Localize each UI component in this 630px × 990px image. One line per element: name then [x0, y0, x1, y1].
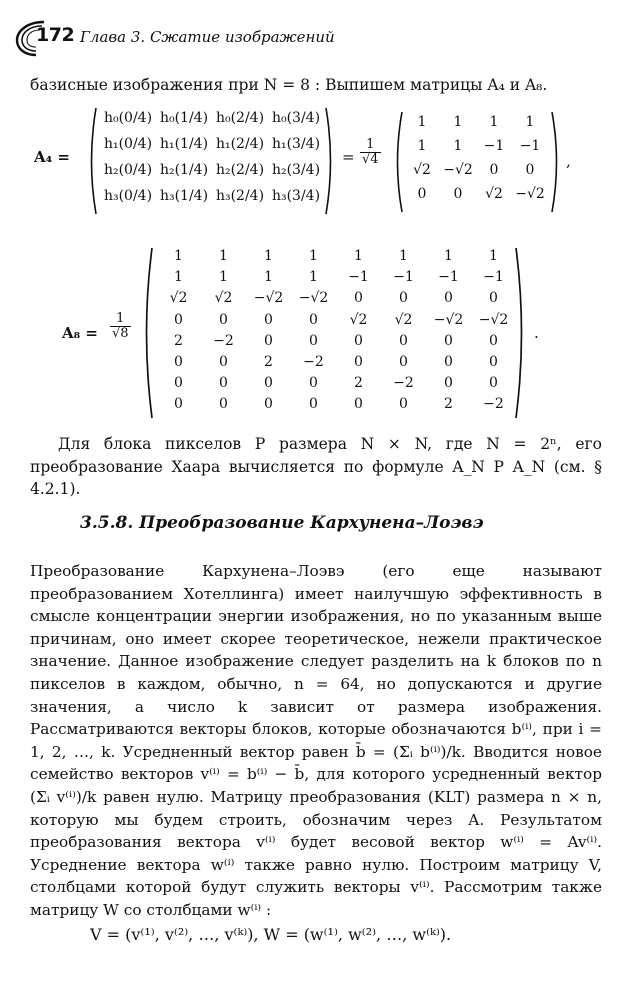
a8-matrix-cell: 0 [489, 375, 498, 392]
a4-left-matrix-cell: h₀(3/4) [271, 110, 321, 126]
a8-matrix-cell: 0 [399, 354, 408, 370]
a8-matrix-cell: −2 [303, 354, 324, 370]
page-header [14, 18, 614, 58]
page-number: 172 [36, 24, 75, 46]
a4-factor-numerator: 1 [360, 138, 381, 153]
final-equation: V = (v⁽¹⁾, v⁽²⁾, …, v⁽ᵏ⁾), W = (w⁽¹⁾, w⁽²⁾, …, w⁽ᵏ⁾). [90, 925, 452, 944]
a8-matrix-cell: −√2 [253, 290, 284, 307]
a4-equals: = [342, 148, 355, 166]
a8-matrix-cell: 2 [174, 332, 183, 349]
a4-left-matrix-cell: h₃(1/4) [159, 188, 209, 204]
a8-matrix-cell: 0 [399, 290, 408, 307]
a4-left-matrix [100, 110, 326, 214]
a8-paren-open [140, 246, 154, 420]
a8-matrix-cell: 0 [354, 396, 363, 413]
a8-matrix-cell: 0 [399, 332, 408, 349]
a4-right-matrix [404, 114, 550, 210]
a4-left-matrix-cell: h₂(2/4) [215, 162, 265, 178]
a8-matrix-cell: 0 [219, 375, 228, 392]
a8-matrix-cell: 2 [444, 396, 453, 413]
a4-left-matrix-cell: h₀(1/4) [159, 110, 209, 126]
a8-matrix-cell: 0 [174, 396, 183, 413]
klt-paragraph: Преобразование Кархунена–Лоэвэ (его еще называют преобразованием Хотеллинга) имеет наилучшую эффективность в смысле концентрации энергии изображения, но по указанным выше причинам, оно имеет скорее теоретическое, нежели практическое значение. Данное изображение следует разделить на k блоков по n пикселов в каждом, обычно, n = 64, но допускаются и другие значения, а число k зависит от размера изображения. Рассматриваются векторы блоков, которые обозначаются b⁽ⁱ⁾, при i = 1, 2, …, k. Усредненный вектор равен b̄ = (Σᵢ b⁽ⁱ⁾)/k. Вводится новое семейство векторов v⁽ⁱ⁾ = b⁽ⁱ⁾ − b̄, для которого усредненный вектор (Σᵢ v⁽ⁱ⁾)/k равен нулю. Матрицу преобразования (KLT) размера n × n, которую мы будем строить, обозначим через A. Результатом преобразования вектора v⁽ⁱ⁾ будет весовой вектор w⁽ⁱ⁾ = Av⁽ⁱ⁾. Усреднение вектора w⁽ⁱ⁾ также равно нулю. Построим матрицу V, столбцами которой будут служить векторы v⁽ⁱ⁾. Рассмотрим также матрицу W со столбцами w⁽ⁱ⁾ : [30, 562, 602, 919]
a8-matrix-cell: 0 [489, 332, 498, 349]
a8-paren-close [514, 246, 528, 420]
a8-matrix-cell: 0 [309, 311, 318, 328]
chapter-title: Глава 3. Сжатие изображений [80, 28, 335, 46]
a4-right-matrix-cell: −√2 [443, 162, 473, 178]
a8-matrix-cell: 0 [354, 354, 363, 370]
a8-matrix-cell: 1 [489, 248, 498, 264]
a8-matrix-cell: 1 [174, 248, 183, 264]
a8-matrix-cell: 1 [354, 248, 363, 264]
a4-left-matrix-cell: h₁(3/4) [271, 136, 321, 152]
a8-matrix-cell: 0 [264, 311, 273, 328]
a4-left-matrix-cell: h₁(1/4) [159, 136, 209, 152]
a8-matrix-cell: 0 [309, 396, 318, 413]
a8-matrix-cell: 1 [219, 269, 228, 286]
a8-matrix-cell: −√2 [433, 311, 464, 328]
haar-paragraph: Для блока пикселов P размера N × N, где N = 2ⁿ, его преобразование Хаара вычисляется по формуле A_N P A_N (см. § 4.2.1). [30, 435, 602, 499]
a8-factor [110, 312, 131, 341]
a8-matrix-cell: 0 [444, 375, 453, 392]
a8-matrix-cell: 1 [309, 248, 318, 264]
a4-right-matrix-cell: −1 [519, 138, 541, 154]
a8-matrix-cell: −2 [483, 396, 504, 413]
a4-right-matrix-cell: 0 [489, 162, 499, 178]
a4-right-matrix-cell: 0 [417, 186, 427, 202]
a8-matrix-cell: 0 [219, 354, 228, 370]
a8-matrix-cell: √2 [214, 290, 233, 307]
a4-right-matrix-cell: 1 [417, 114, 427, 130]
a8-matrix-cell: −1 [348, 269, 369, 286]
a8-matrix-cell: 0 [354, 290, 363, 307]
a8-matrix-cell: 0 [489, 290, 498, 307]
a8-matrix-cell: √2 [169, 290, 188, 307]
a8-period: . [534, 324, 539, 342]
a4-left-matrix-cell: h₂(1/4) [159, 162, 209, 178]
a4-left-matrix-cell: h₀(2/4) [215, 110, 265, 126]
a8-matrix-cell: 0 [174, 375, 183, 392]
a8-matrix-cell: 0 [309, 332, 318, 349]
a8-matrix-cell: −1 [393, 269, 414, 286]
a8-matrix-cell: √2 [394, 311, 413, 328]
a4-right-matrix-cell: −√2 [515, 186, 545, 202]
a4-left-matrix-cell: h₁(0/4) [103, 136, 153, 152]
a8-matrix-cell: 1 [444, 248, 453, 264]
a4-left-matrix-cell: h₃(2/4) [215, 188, 265, 204]
a8-matrix-cell: 0 [399, 396, 408, 413]
a4-right-paren-open [392, 110, 404, 214]
a4-left-matrix-cell: h₁(2/4) [215, 136, 265, 152]
a8-matrix-cell: 0 [444, 290, 453, 307]
a4-right-matrix-cell: √2 [485, 186, 503, 202]
a4-right-matrix-cell: 0 [525, 162, 535, 178]
a8-matrix-cell: −2 [213, 332, 234, 349]
a8-matrix-cell: −√2 [478, 311, 509, 328]
a4-left-paren-open [86, 106, 98, 216]
a8-matrix-cell: 1 [264, 248, 273, 264]
a8-matrix-cell: 1 [264, 269, 273, 286]
a8-matrix-cell: 0 [444, 354, 453, 370]
a4-left-matrix-cell: h₂(3/4) [271, 162, 321, 178]
a8-matrix-cell: 0 [354, 332, 363, 349]
a8-matrix-cell: 0 [174, 311, 183, 328]
a8-matrix-cell: −2 [393, 375, 414, 392]
a8-matrix-cell: 0 [264, 375, 273, 392]
a4-right-matrix-cell: 1 [453, 138, 463, 154]
a8-matrix-cell: 1 [219, 248, 228, 264]
a8-matrix-cell: 2 [354, 375, 363, 392]
a8-matrix-cell: 1 [174, 269, 183, 286]
section-heading: 3.5.8. Преобразование Кархунена–Лоэвэ [80, 513, 484, 533]
a4-left-matrix-cell: h₀(0/4) [103, 110, 153, 126]
a4-right-matrix-cell: √2 [413, 162, 431, 178]
intro-line: базисные изображения при N = 8 : Выпишем матрицы A₄ и A₈. [30, 76, 548, 94]
a8-factor-denominator: √8 [112, 326, 129, 341]
a8-matrix-cell: −√2 [298, 290, 329, 307]
a8-matrix-cell: 0 [174, 354, 183, 370]
a8-matrix-cell: 1 [399, 248, 408, 264]
a4-right-paren-close [550, 110, 562, 214]
a8-matrix-cell: 1 [309, 269, 318, 286]
a4-factor-denominator: √4 [362, 152, 379, 167]
a4-right-matrix-cell: 1 [417, 138, 427, 154]
a8-matrix-cell: 2 [264, 354, 273, 370]
a4-left-paren-close [324, 106, 336, 216]
a8-matrix-cell: 0 [264, 332, 273, 349]
a4-right-matrix-cell: 1 [525, 114, 535, 130]
a4-left-matrix-cell: h₃(3/4) [271, 188, 321, 204]
a4-right-matrix-cell: −1 [483, 138, 505, 154]
a8-matrix-cell: 0 [489, 354, 498, 370]
a8-factor-numerator: 1 [110, 312, 131, 327]
a4-right-matrix-cell: 1 [489, 114, 499, 130]
a4-lhs: A₄ = [34, 148, 70, 166]
a8-lhs: A₈ = [62, 324, 98, 342]
a4-right-matrix-cell: 0 [453, 186, 463, 202]
a4-factor [360, 138, 381, 167]
a8-matrix-cell: 0 [264, 396, 273, 413]
a8-matrix-cell: √2 [349, 311, 368, 328]
a4-comma: , [566, 152, 571, 170]
a4-left-matrix-cell: h₂(0/4) [103, 162, 153, 178]
a8-matrix-cell: 0 [309, 375, 318, 392]
a8-matrix-cell: 0 [219, 311, 228, 328]
a4-left-matrix-cell: h₃(0/4) [103, 188, 153, 204]
a8-matrix-cell: −1 [438, 269, 459, 286]
a8-matrix [156, 248, 518, 418]
a8-matrix-cell: −1 [483, 269, 504, 286]
a8-matrix-cell: 0 [444, 332, 453, 349]
a8-matrix-cell: 0 [219, 396, 228, 413]
a4-right-matrix-cell: 1 [453, 114, 463, 130]
